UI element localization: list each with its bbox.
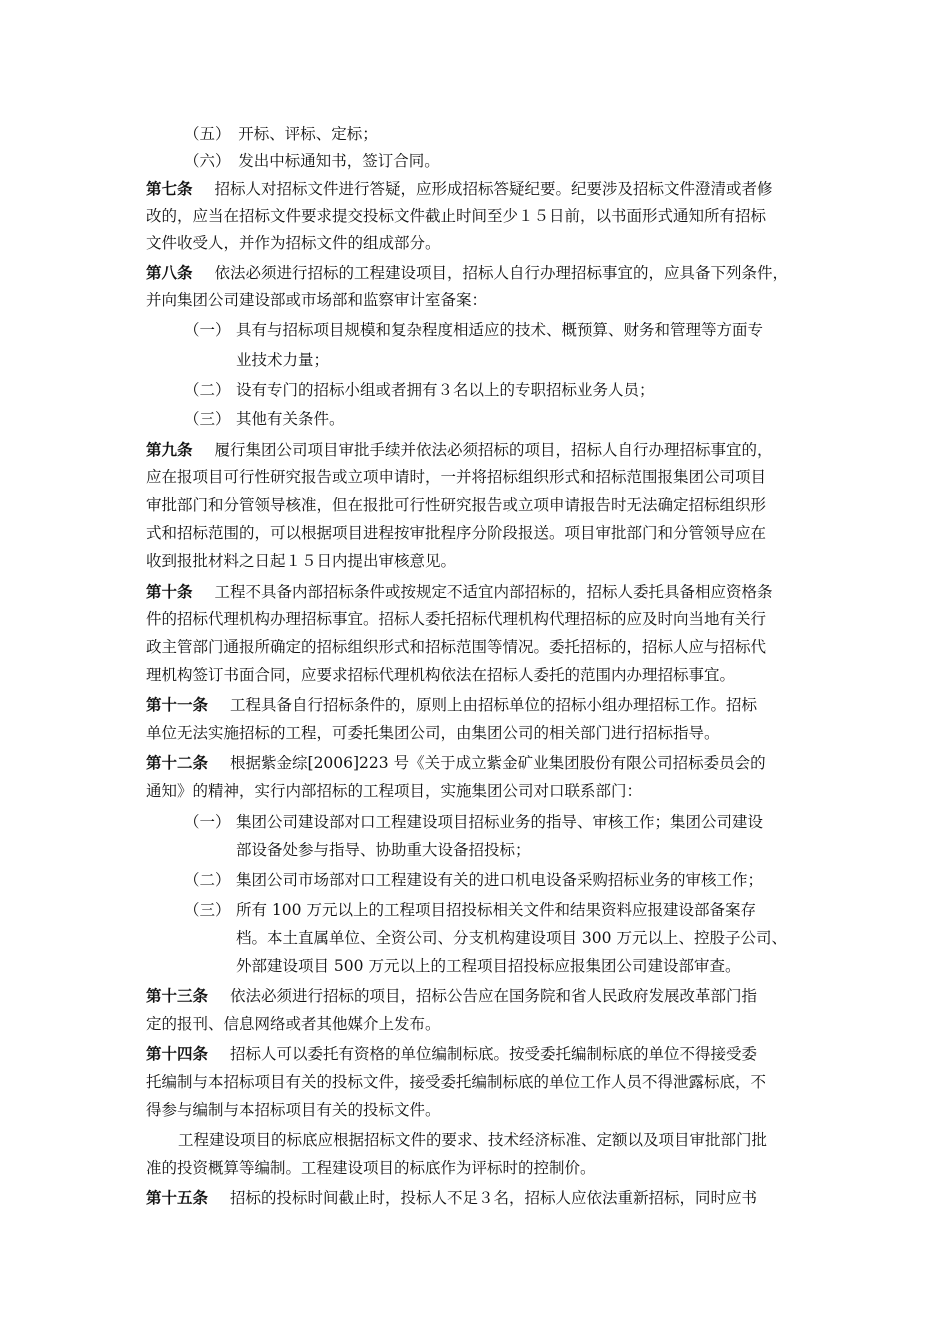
paragraph-text: 依法必须进行招标的项目，招标公告应在国务院和省人民政府发展改革部门指 — [230, 987, 758, 1005]
article-13 — [146, 986, 757, 1006]
list-marker: （三） — [184, 901, 231, 919]
paragraph-line: 件的招标代理机构办理招标事宜。招标人委托招标代理机构代理招标的应及时向当地有关行 — [146, 610, 767, 628]
list-item: 其他有关条件。 — [236, 410, 345, 428]
article-11 — [146, 695, 757, 715]
article-15 — [146, 1188, 757, 1208]
list-marker: （一） — [184, 813, 231, 831]
article-14 — [146, 1044, 757, 1064]
paragraph-line: 理机构签订书面合同，应要求招标代理机构依法在招标人委托的范围内办理招标事宜。 — [146, 666, 736, 684]
paragraph-text: 履行集团公司项目审批手续并依法必须招标的项目，招标人自行办理招标事宜的， — [214, 441, 773, 459]
article-heading: 第十条 — [146, 583, 193, 601]
list-marker: （二） — [184, 381, 231, 399]
paragraph-line: 托编制与本招标项目有关的投标文件，接受委托编制标底的单位工作人员不得泄露标底，不 — [146, 1073, 767, 1091]
list-item: （六） 发出中标通知书，签订合同。 — [184, 152, 440, 170]
list-item: （五） 开标、评标、定标； — [184, 125, 378, 143]
list-marker: （三） — [184, 410, 231, 428]
list-item: 集团公司建设部对口工程建设项目招标业务的指导、审核工作；集团公司建设 — [236, 813, 764, 831]
paragraph-text: 招标的投标时间截止时，投标人不足３名，招标人应依法重新招标，同时应书 — [230, 1189, 758, 1207]
paragraph-line: 收到报批材料之日起１５日内提出审核意见。 — [146, 552, 457, 570]
article-heading: 第十四条 — [146, 1045, 209, 1063]
paragraph-line: 政主管部门通报所确定的招标组织形式和招标范围等情况。委托招标的，招标人应与招标代 — [146, 638, 767, 656]
article-heading: 第十五条 — [146, 1189, 209, 1207]
list-marker: （一） — [184, 321, 231, 339]
article-heading: 第十三条 — [146, 987, 209, 1005]
paragraph-line: 通知》的精神，实行内部招标的工程项目，实施集团公司对口联系部门： — [146, 782, 643, 800]
paragraph-line: 应在报项目可行性研究报告或立项申请时，一并将招标组织形式和招标范围报集团公司项目 — [146, 468, 767, 486]
article-8 — [146, 263, 788, 283]
list-item: 集团公司市场部对口工程建设有关的进口机电设备采购招标业务的审核工作； — [236, 871, 764, 889]
article-7 — [146, 179, 773, 199]
paragraph-text: 根据紫金综[2006]223 号《关于成立紫金矿业集团股份有限公司招标委员会的 — [230, 754, 766, 772]
article-heading: 第十二条 — [146, 754, 209, 772]
paragraph-line: 单位无法实施招标的工程，可委托集团公司，由集团公司的相关部门进行招标指导。 — [146, 724, 720, 742]
list-item: 业技术力量； — [236, 351, 330, 369]
article-heading: 第七条 — [146, 180, 193, 198]
list-item: 部设备处参与指导、协助重大设备招投标； — [236, 841, 531, 859]
paragraph-text: 依法必须进行招标的工程建设项目，招标人自行办理招标事宜的，应具备下列条件， — [214, 264, 789, 282]
list-item: 所有 100 万元以上的工程项目招投标相关文件和结果资料应报建设部备案存 — [236, 901, 756, 919]
paragraph-text: 工程具备自行招标条件的，原则上由招标单位的招标小组办理招标工作。招标 — [230, 696, 758, 714]
paragraph-line: 准的投资概算等编制。工程建设项目的标底作为评标时的控制价。 — [146, 1159, 596, 1177]
article-9 — [146, 440, 773, 460]
paragraph-line: 工程建设项目的标底应根据招标文件的要求、技术经济标准、定额以及项目审批部门批 — [178, 1131, 768, 1149]
paragraph-line: 得参与编制与本招标项目有关的投标文件。 — [146, 1101, 441, 1119]
paragraph-line: 审批部门和分管领导核准，但在报批可行性研究报告或立项申请报告时无法确定招标组织形 — [146, 496, 767, 514]
paragraph-text: 工程不具备内部招标条件或按规定不适宜内部招标的，招标人委托具备相应资格条 — [214, 583, 773, 601]
article-12 — [146, 753, 766, 773]
paragraph-text: 招标人对招标文件进行答疑，应形成招标答疑纪要。纪要涉及招标文件澄清或者修 — [214, 180, 773, 198]
article-heading: 第十一条 — [146, 696, 209, 714]
list-item: 具有与招标项目规模和复杂程度相适应的技术、概预算、财务和管理等方面专 — [236, 321, 764, 339]
paragraph-line: 文件收受人，并作为招标文件的组成部分。 — [146, 234, 441, 252]
list-item: 档。本土直属单位、全资公司、分支机构建设项目 300 万元以上、控股子公司、 — [236, 929, 787, 947]
paragraph-line: 定的报刊、信息网络或者其他媒介上发布。 — [146, 1015, 441, 1033]
paragraph-line: 改的，应当在招标文件要求提交投标文件截止时间至少１５日前，以书面形式通知所有招标 — [146, 207, 767, 225]
paragraph-line: 并向集团公司建设部或市场部和监察审计室备案： — [146, 291, 488, 309]
paragraph-text: 招标人可以委托有资格的单位编制标底。按受委托编制标底的单位不得接受委 — [230, 1045, 758, 1063]
article-heading: 第九条 — [146, 441, 193, 459]
article-heading: 第八条 — [146, 264, 193, 282]
article-10 — [146, 582, 773, 602]
list-item: 外部建设项目 500 万元以上的工程项目招投标应报集团公司建设部审查。 — [236, 957, 741, 975]
list-item: 设有专门的招标小组或者拥有３名以上的专职招标业务人员； — [236, 381, 655, 399]
paragraph-line: 式和招标范围的，可以根据项目进程按审批程序分阶段报送。项目审批部门和分管领导应在 — [146, 524, 767, 542]
list-marker: （二） — [184, 871, 231, 889]
